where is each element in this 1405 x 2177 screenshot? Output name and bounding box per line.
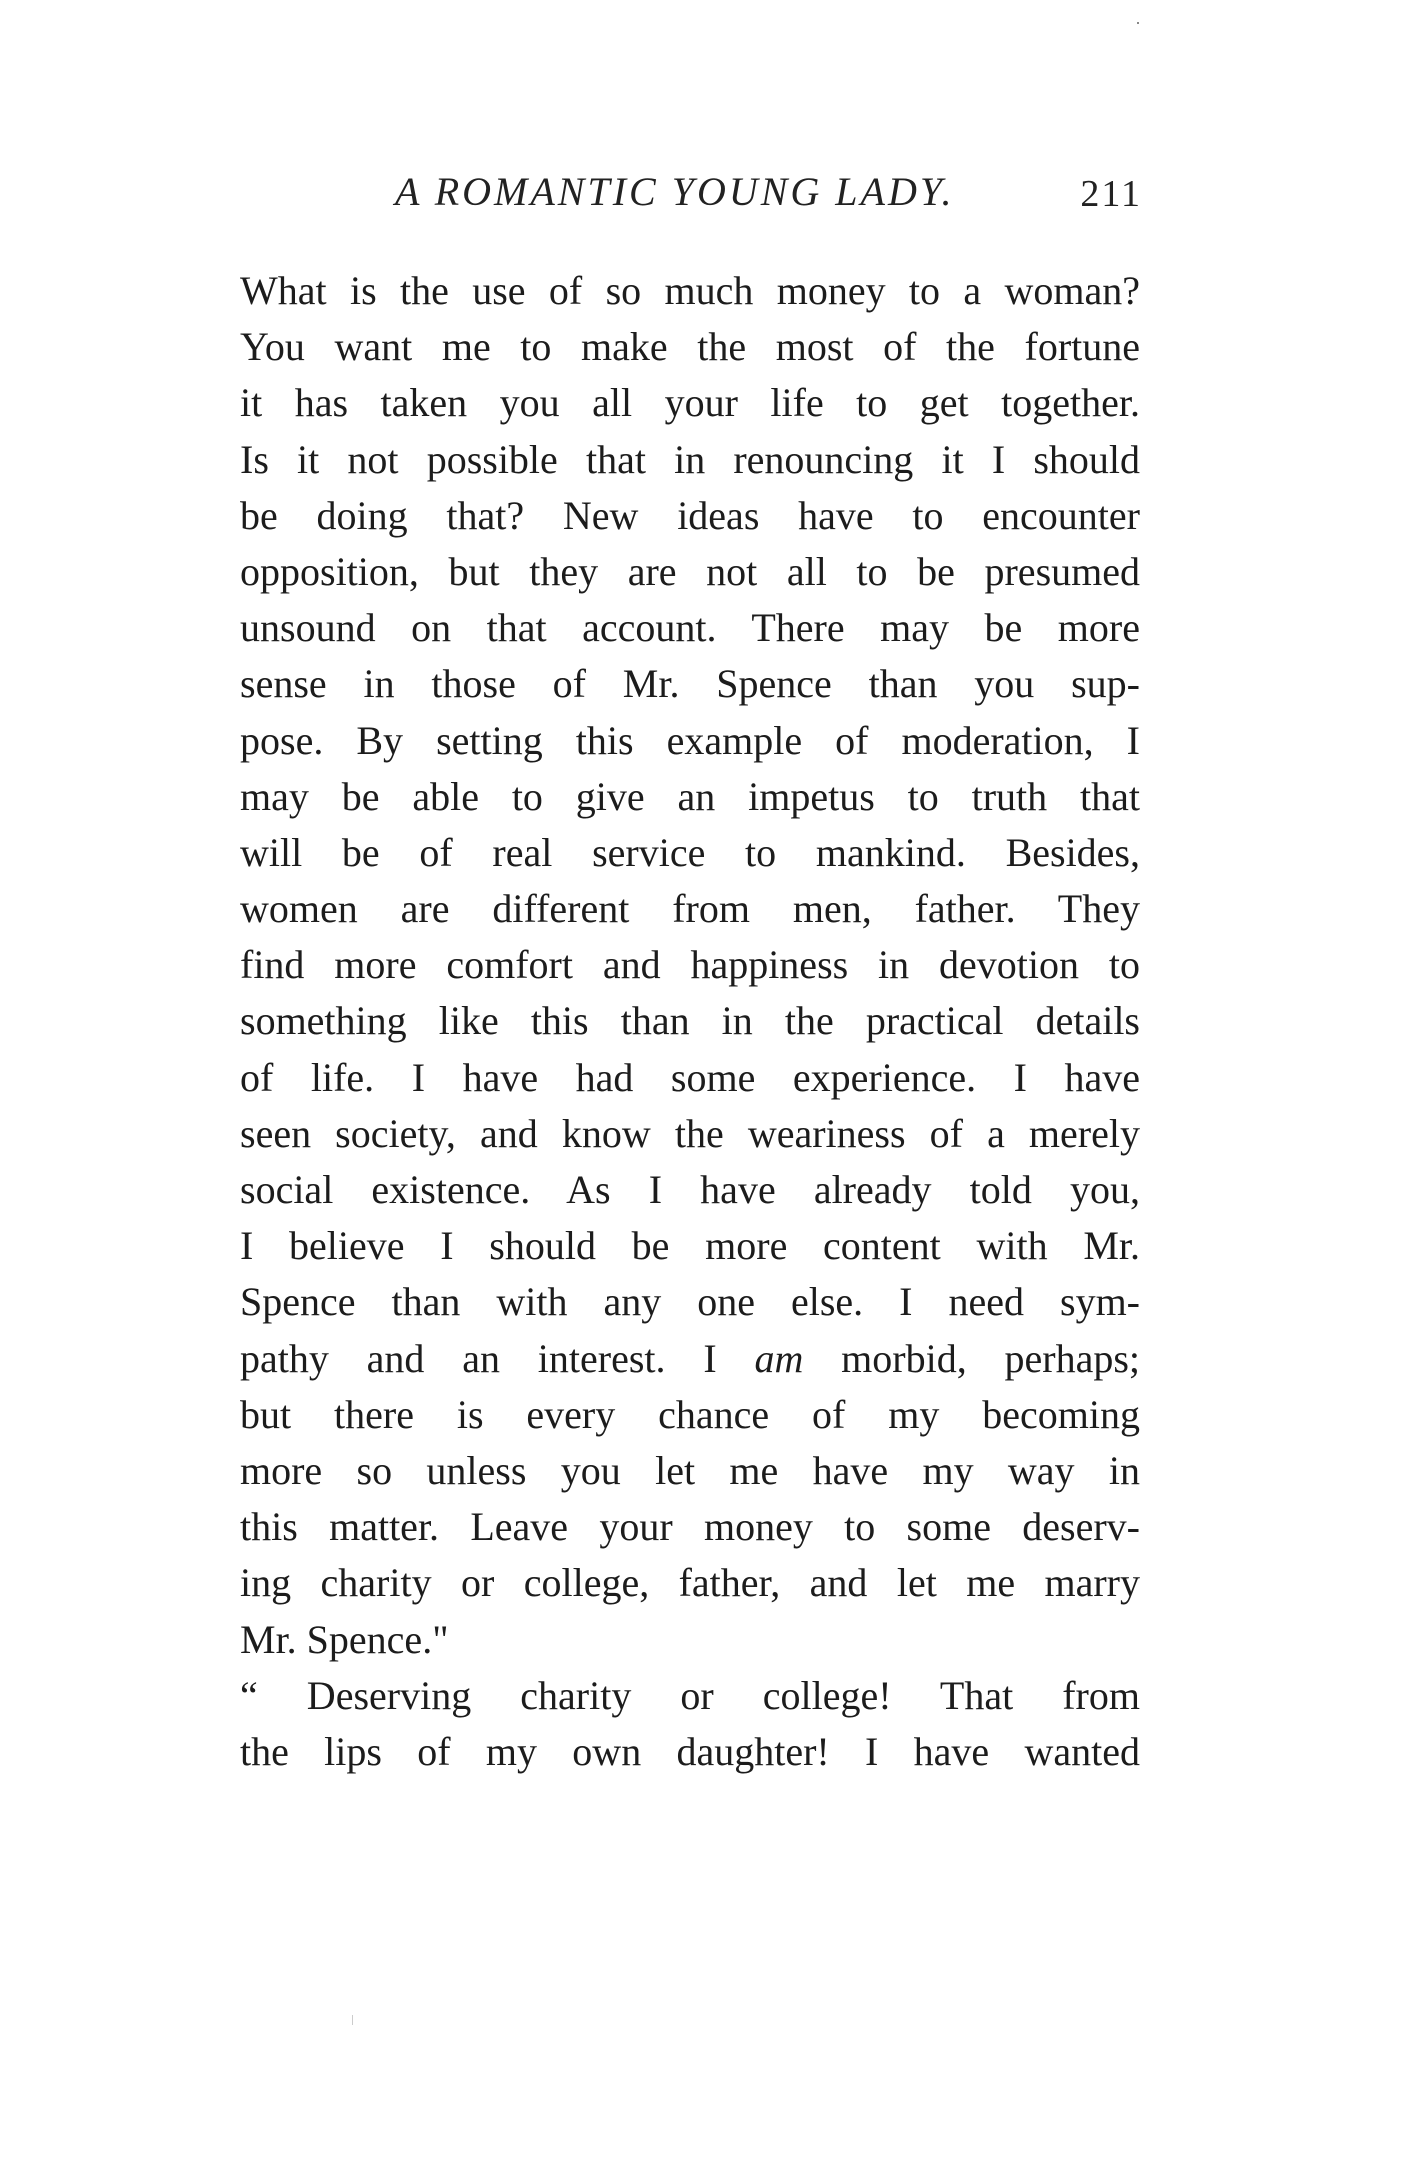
text-fragment: morbid, perhaps; <box>841 1335 1141 1381</box>
body-text <box>240 263 1140 1780</box>
text-line-with-emphasis <box>240 1331 1140 1387</box>
text-line: seen society, and know the weariness of a merely <box>240 1110 1140 1156</box>
text-line: be doing that? New ideas have to encounter <box>240 492 1140 538</box>
text-line: may be able to give an impetus to truth that <box>240 773 1140 819</box>
text-line: find more comfort and happiness in devotion to <box>240 942 1140 988</box>
text-line: Is it not possible that in renouncing it I should <box>240 436 1140 482</box>
text-line: ing charity or college, father, and let me marry <box>240 1560 1140 1606</box>
running-head <box>240 168 1152 218</box>
text-line: this matter. Leave your money to some deserv- <box>240 1504 1140 1550</box>
text-line: more so unless you let me have my way in <box>240 1447 1140 1493</box>
text-line: the lips of my own daughter! I have wanted <box>240 1728 1140 1774</box>
emphasized-word: am <box>754 1335 804 1381</box>
text-line: sense in those of Mr. Spence than you sup- <box>240 661 1140 707</box>
text-line: something like this than in the practical details <box>240 998 1140 1044</box>
text-fragment: pathy and an interest. I <box>240 1335 717 1381</box>
text-line: “ Deserving charity or college! That from <box>240 1672 1140 1718</box>
text-line: but there is every chance of my becoming <box>240 1391 1140 1437</box>
text-line: it has taken you all your life to get together. <box>240 380 1140 426</box>
text-line: of life. I have had some experience. I have <box>240 1054 1140 1100</box>
text-line: opposition, but they are not all to be presumed <box>240 548 1140 594</box>
text-line: will be of real service to mankind. Besides, <box>240 829 1140 875</box>
text-line: What is the use of so much money to a woman? <box>240 268 1140 313</box>
page-speck <box>1137 22 1139 24</box>
text-line: Spence than with any one else. I need sym- <box>240 1279 1140 1325</box>
running-title: A ROMANTIC YOUNG LADY. <box>395 169 955 214</box>
page-speck <box>352 2015 353 2025</box>
text-line: unsound on that account. There may be more <box>240 605 1140 651</box>
text-line: I believe I should be more content with Mr. <box>240 1223 1140 1269</box>
text-line: pose. By setting this example of moderation, I <box>240 717 1140 763</box>
page-number: 211 <box>1080 173 1142 215</box>
text-line: women are different from men, father. They <box>240 886 1140 932</box>
text-line: Mr. Spence." <box>240 1616 449 1662</box>
text-line: social existence. As I have already told you, <box>240 1167 1140 1212</box>
text-line: You want me to make the most of the fortune <box>240 324 1140 370</box>
